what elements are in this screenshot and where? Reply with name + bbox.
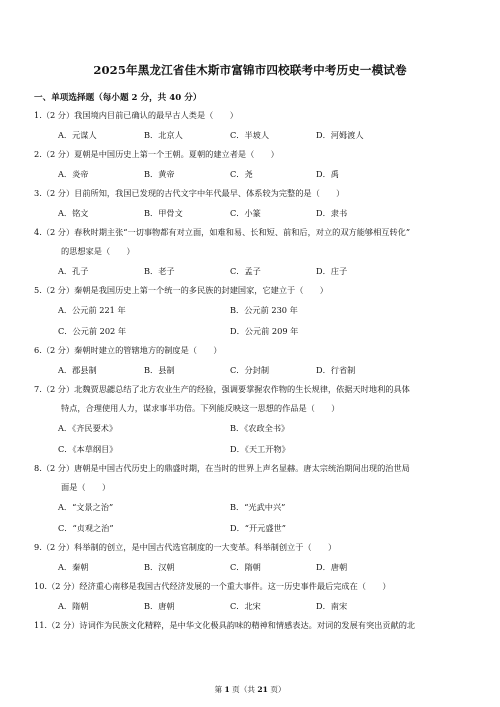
options-row <box>34 596 474 617</box>
question-stem-line: 7.（2 分）北魏贾思勰总结了北方农业生产的经验，强调要掌握农作物的生长规律，依据天时地利的具体 <box>34 384 410 394</box>
question-stem-line: 8.（2 分）唐朝是中国古代历史上的鼎盛时期，在当时的世界上声名显赫。唐太宗统治期间出现的治世局 <box>34 463 410 473</box>
question-2 <box>34 145 474 185</box>
option-b: B．北京人 <box>144 130 183 140</box>
question-stem-line: 2.（2 分）夏朝是中国历史上第一个王朝。夏朝的建立者是（ ） <box>34 149 279 159</box>
question-stem-line: 10.（2 分）经济重心南移是我国古代经济发展的一个重大事件。这一历史事件最后完成在（ ） <box>34 581 391 591</box>
option-d: D．公元前 209 年 <box>230 326 299 336</box>
option-c: C．半坡人 <box>230 130 270 140</box>
option-b: B．《农政全书》 <box>230 423 290 433</box>
options-row <box>34 321 474 342</box>
option-c: C．隋朝 <box>230 562 261 572</box>
option-a: A．公元前 221 年 <box>58 305 126 315</box>
question-stem-line: 3.（2 分）目前所知，我国已发现的古代文字中年代最早、体系较为完整的是（ ） <box>34 188 345 198</box>
option-b: B．公元前 230 年 <box>230 305 298 315</box>
question-7 <box>34 380 474 460</box>
question-stem-line: 1.（2 分）我国境内目前已确认的最早古人类是（ ） <box>34 110 238 120</box>
option-d: D．唐朝 <box>316 562 348 572</box>
question-9 <box>34 538 474 578</box>
options-row <box>34 439 474 460</box>
question-3 <box>34 184 474 224</box>
question-stem-line: 6.（2 分）秦朝时建立的管辖地方的制度是（ ） <box>34 345 222 355</box>
option-b: B．老子 <box>144 266 175 276</box>
footer-suffix: 页） <box>267 685 286 694</box>
option-c: C．孟子 <box>230 266 261 276</box>
options-row <box>34 518 474 539</box>
question-10 <box>34 577 474 617</box>
option-a: A．隋朝 <box>58 601 89 611</box>
question-stem-line: 面是（ ） <box>61 482 111 492</box>
option-b: B．甲骨文 <box>144 208 183 218</box>
question-stem-line: 11.（2 分）诗词作为民族文化精粹，是中华文化极具韵味的精神和情感表达。对词的发展有突出贡献的北 <box>34 620 416 630</box>
question-stem-line: 4.（2 分）春秋时期主张“一切事物都有对立面，如难和易、长和短、前和后，对立的双方能够相互转化” <box>34 227 411 237</box>
footer-total-pages: 21 <box>257 685 268 694</box>
page-footer <box>0 684 500 695</box>
option-c: C．公元前 202 年 <box>58 326 127 336</box>
option-d: D．“开元盛世” <box>230 523 286 533</box>
question-stem-line: 5.（2 分）秦朝是我国历史上第一个统一的多民族的封建国家，它建立于（ ） <box>34 285 328 295</box>
option-d: D．禹 <box>316 169 339 179</box>
question-4 <box>34 223 474 282</box>
exam-title: 2025年黑龙江省佳木斯市富锦市四校联考中考历史一模试卷 <box>93 63 407 77</box>
question-stem-line: 特点，合理使用人力，谋求事半功倍。下列能反映这一思想的作品是（ ） <box>61 403 340 413</box>
options-row <box>34 203 474 224</box>
option-a: A．秦朝 <box>58 562 89 572</box>
option-a: A．孔子 <box>58 266 89 276</box>
option-a: A．郡县制 <box>58 365 97 375</box>
question-11 <box>34 616 474 635</box>
option-d: D．《天工开物》 <box>230 444 290 454</box>
question-stem-line: 9.（2 分）科举制的创立，是中国古代选官制度的一大变革。科举制创立于（ ） <box>34 542 337 552</box>
options-row <box>34 497 474 518</box>
option-c: C．北宋 <box>230 601 261 611</box>
option-a: A．元谋人 <box>58 130 97 140</box>
option-d: D．隶书 <box>316 208 348 218</box>
options-row <box>34 261 474 282</box>
option-d: D．南宋 <box>316 601 348 611</box>
option-a: A．铭文 <box>58 208 89 218</box>
option-d: D．河姆渡人 <box>316 130 364 140</box>
option-b: B．唐朝 <box>144 601 175 611</box>
options-row <box>34 164 474 185</box>
question-stem-line: 的思想家是（ ） <box>61 246 135 256</box>
options-row <box>34 360 474 381</box>
options-row <box>34 557 474 578</box>
option-c: C．分封制 <box>230 365 270 375</box>
option-a: A．炎帝 <box>58 169 89 179</box>
options-row <box>34 300 474 321</box>
option-d: D．行省制 <box>316 365 356 375</box>
option-c: C．“贞观之治” <box>58 523 114 533</box>
footer-middle: 页（共 <box>229 685 258 694</box>
options-row <box>34 418 474 439</box>
option-b: B．汉朝 <box>144 562 175 572</box>
question-5 <box>34 281 474 342</box>
option-d: D．庄子 <box>316 266 348 276</box>
section-heading: 一、单项选择题（每小题 2 分，共 40 分） <box>34 93 202 103</box>
options-row <box>34 125 474 146</box>
option-c: C．《本草纲目》 <box>58 444 118 454</box>
option-c: C．尧 <box>230 169 253 179</box>
option-a: A．《齐民要术》 <box>58 423 118 433</box>
option-b: B．县制 <box>144 365 175 375</box>
option-b: B．“光武中兴” <box>230 502 286 512</box>
option-a: A．“文景之治” <box>58 502 114 512</box>
footer-page-number: 1 <box>224 685 230 694</box>
question-8 <box>34 459 474 539</box>
footer-prefix: 第 <box>214 685 225 694</box>
question-6 <box>34 341 474 381</box>
option-b: B．黄帝 <box>144 169 175 179</box>
question-1 <box>34 106 474 146</box>
option-c: C．小篆 <box>230 208 261 218</box>
